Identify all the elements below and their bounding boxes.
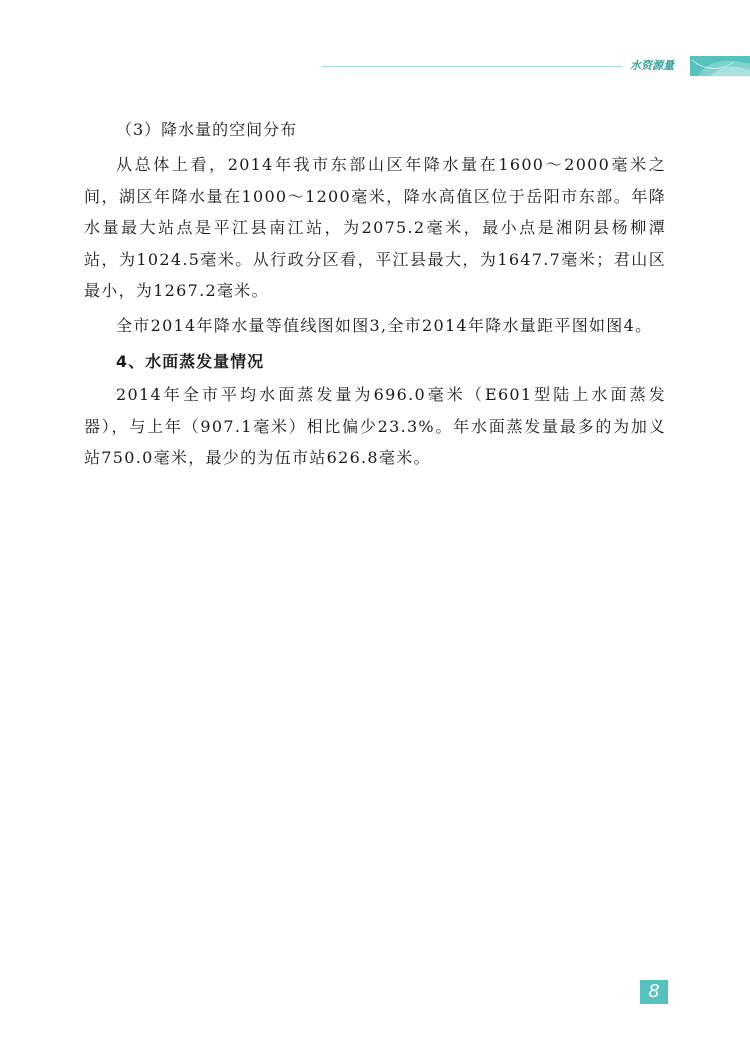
page-body [84,113,666,474]
paragraph: 2014年全市平均水面蒸发量为696.0毫米（E601型陆上水面蒸发器），与上年（907.1毫米）相比偏少23.3%。年水面蒸发量最多的为加义站750.0毫米，最少的为伍市站626.8毫米。 [84,385,666,467]
header-decoration [690,56,750,76]
header-rule [322,66,622,67]
subheading: （3）降水量的空间分布 [116,120,298,139]
running-header: 水资源量 [630,59,674,72]
page-number: 8 [640,980,668,1004]
section-heading: 4、水面蒸发量情况 [116,352,265,371]
paragraph: 从总体上看，2014年我市东部山区年降水量在1600～2000毫米之间，湖区年降水量在1000～1200毫米，降水高值区位于岳阳市东部。年降水量最大站点是平江县南江站，为2075.2毫米，最小点是湘阴县杨柳潭站，为1024.5毫米。从行政分区看，平江县最大，为1647.7毫米；君山区最小，为1267.2毫米。 [84,155,666,300]
paragraph: 全市2014年降水量等值线图如图3,全市2014年降水量距平图如图4。 [116,315,653,335]
